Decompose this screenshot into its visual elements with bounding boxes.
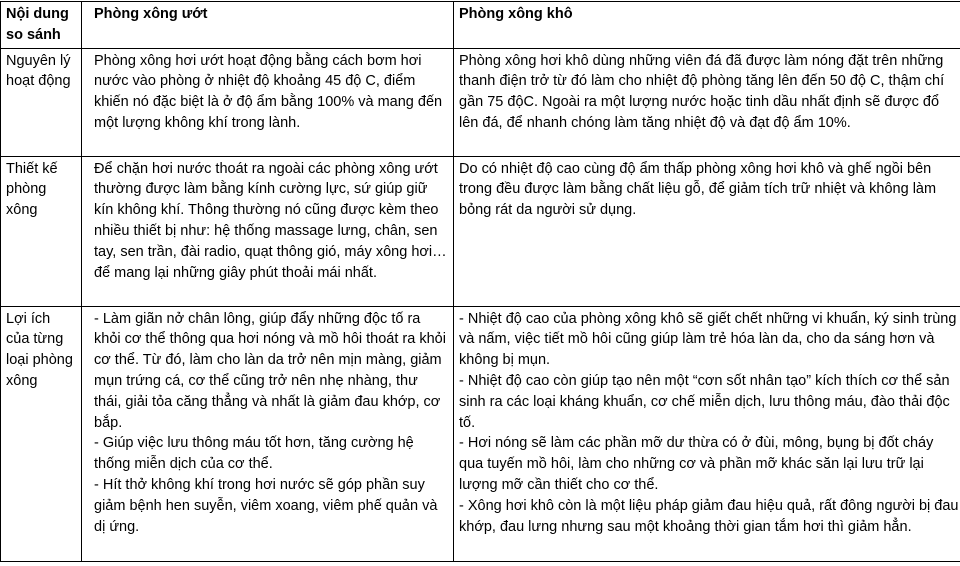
benefit-item: - Hơi nóng sẽ làm các phần mỡ dư thừa có ở đùi, mông, bụng bị đốt cháy qua tuyến mồ hôi, làm cho những cơ và phần mỡ khác săn lại lưu trữ lại lượng mỡ cần thiết cho cơ thể.: [459, 435, 934, 493]
benefit-item: - Giúp việc lưu thông máu tốt hơn, tăng cường hệ thống miễn dịch của cơ thể.: [94, 435, 414, 473]
wet-cell: Phòng xông hơi ướt hoạt động bằng cách bơm hơi nước vào phòng ở nhiệt độ khoảng 45 độ C, điểm khiến nó đặc biệt là ở độ ẩm bằng 100% và mang đến một lượng không khí trong lành.: [82, 48, 454, 156]
dry-cell: [454, 306, 960, 561]
wet-cell: [82, 306, 454, 561]
row-label: Thiết kế phòng xông: [1, 156, 82, 306]
benefit-item: - Nhiệt độ cao của phòng xông khô sẽ giết chết những vi khuẩn, ký sinh trùng và nấm, việc tiết mồ hôi cũng giúp làm trẻ hóa làn da, cho da sáng hơn và không bị mụn.: [459, 310, 957, 369]
header-wet-sauna: Phòng xông ướt: [82, 2, 454, 49]
benefit-item: - Làm giãn nở chân lông, giúp đẩy những độc tố ra khỏi cơ thể thông qua hơi nóng và mồ hôi thoát ra khỏi cơ thể. Từ đó, làm cho làn da trở nên mịn màng, giảm mụn trứng cá, cơ thể cũng trở nên nhẹ nhàng, thư thái, giải tỏa căng thẳng và nhất là giảm đau khớp, cơ bắp.: [94, 310, 446, 431]
row-label: Lợi ích của từng loại phòng xông: [1, 306, 82, 561]
table-row: [1, 156, 960, 306]
table-row: [1, 306, 960, 561]
benefit-item: - Xông hơi khô còn là một liệu pháp giảm đau hiệu quả, rất đông người bị đau khớp, đau lưng nhưng sau một khoảng thời gian tắm hơi thì giảm hẳn.: [459, 497, 959, 535]
header-criteria: Nội dung so sánh: [1, 2, 82, 49]
header-dry-sauna: Phòng xông khô: [454, 2, 960, 49]
row-label: Nguyên lý hoạt động: [1, 48, 82, 156]
wet-cell: Để chặn hơi nước thoát ra ngoài các phòng xông ướt thường được làm bằng kính cường lực, sứ giúp giữ kín không khí. Thông thường nó cũng được kèm theo nhiều thiết bị như: hệ thống massage lưng, chân, sen tay, sen trần, đài radio, quạt thông gió, máy xông hơi… để mang lại những giây phút thoải mái nhất.: [82, 156, 454, 306]
dry-cell: Phòng xông hơi khô dùng những viên đá đã được làm nóng đặt trên những thanh điện trở từ đó làm cho nhiệt độ phòng tăng lên đến 50 độ C, thậm chí gần 75 độC. Ngoài ra một lượng nước hoặc tinh dầu nhất định sẽ được đổ lên đá, để nhanh chóng làm tăng nhiệt độ và đạt độ ẩm 10%.: [454, 48, 960, 156]
benefit-item: - Nhiệt độ cao còn giúp tạo nên một “cơn sốt nhân tạo” kích thích cơ thể sản sinh ra các loại kháng khuẩn, cơ chế miễn dịch, lưu thông máu, đào thải độc tố.: [459, 372, 950, 431]
comparison-table: [0, 1, 960, 562]
table-row: [1, 48, 960, 156]
benefit-item: - Hít thở không khí trong hơi nước sẽ góp phần suy giảm bệnh hen suyễn, viêm xoang, viêm phế quản và dị ứng.: [94, 476, 438, 535]
header-row: [1, 2, 960, 49]
dry-cell: Do có nhiệt độ cao cùng độ ẩm thấp phòng xông hơi khô và ghế ngồi bên trong đều được làm bằng chất liệu gỗ, để giảm tích trữ nhiệt và không làm bỏng rát da người sử dụng.: [454, 156, 960, 306]
